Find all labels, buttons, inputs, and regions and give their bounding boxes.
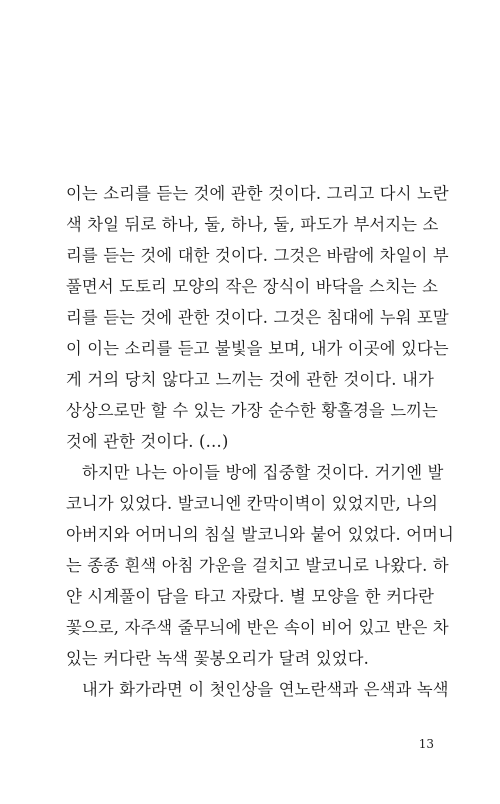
page-number: 13: [418, 737, 434, 751]
text-line: 색 차일 뒤로 하나, 둘, 하나, 둘, 파도가 부서지는 소: [66, 215, 439, 234]
text-line: 것에 관한 것이다. (…): [66, 432, 229, 451]
text-line: 상상으로만 할 수 있는 가장 순수한 황홀경을 느끼는: [66, 401, 439, 420]
text-line: 풀면서 도토리 모양의 작은 장식이 바닥을 스치는 소: [66, 277, 439, 296]
text-line: 아버지와 어머니의 침실 발코니와 붙어 있었다. 어머니: [66, 525, 455, 544]
text-line: 이는 소리를 듣는 것에 관한 것이다. 그리고 다시 노란: [66, 184, 449, 203]
text-line: 리를 듣는 것에 관한 것이다. 그것은 침대에 누워 포말: [66, 308, 449, 327]
text-line: 는 종종 흰색 아침 가운을 걸치고 발코니로 나왔다. 하: [66, 556, 449, 575]
text-line: 리를 듣는 것에 대한 것이다. 그것은 바람에 차일이 부: [66, 246, 449, 265]
text-line: 코니가 있었다. 발코니엔 칸막이벽이 있었지만, 나의: [66, 494, 439, 513]
text-line: 하지만 나는 아이들 방에 집중할 것이다. 거기엔 발: [82, 463, 444, 482]
text-line: 내가 화가라면 이 첫인상을 연노란색과 은색과 녹색: [82, 680, 449, 699]
text-line: 이 이는 소리를 듣고 불빛을 보며, 내가 이곳에 있다는: [66, 339, 449, 358]
text-line: 꽃으로, 자주색 줄무늬에 반은 속이 비어 있고 반은 차: [66, 618, 449, 637]
body-text: [66, 178, 455, 705]
text-line: 있는 커다란 녹색 꽃봉오리가 달려 있었다.: [66, 649, 370, 668]
text-line: 게 거의 당치 않다고 느끼는 것에 관한 것이다. 내가: [66, 370, 434, 389]
text-line: 얀 시계풀이 담을 타고 자랐다. 별 모양을 한 커다란: [66, 587, 434, 606]
